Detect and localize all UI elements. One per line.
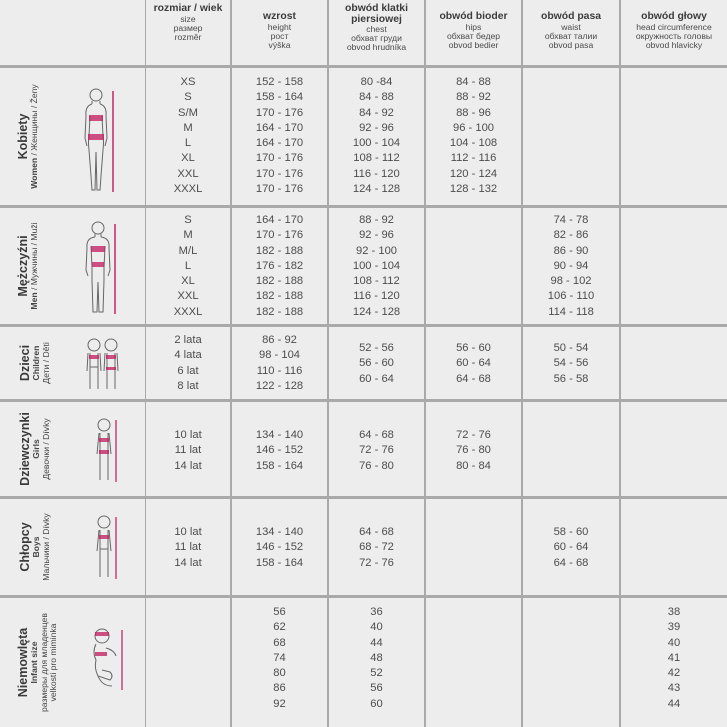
head-cell: 43 — [667, 682, 681, 695]
height-cell: 134 - 140 — [255, 429, 304, 441]
height-cell: 110 - 116 — [256, 364, 303, 377]
hips-cell: 128 - 132 — [449, 183, 498, 196]
category-sub-bold: Men — [29, 292, 39, 310]
chest-cell: 36 — [370, 606, 383, 618]
height-cell: 182 - 188 — [255, 290, 304, 303]
chest-cell: 56 — [370, 682, 383, 695]
hips-cell: 56 - 60 — [456, 342, 491, 354]
chest-cell: 72 - 76 — [359, 444, 394, 457]
chest-cell: 92 - 96 — [359, 121, 394, 134]
chest-cell: 92 - 96 — [359, 229, 394, 242]
category-subtitle-2: размеры для младенцев — [38, 613, 49, 712]
hips-cell: 88 - 92 — [456, 91, 491, 104]
hips-cell: 96 - 100 — [452, 121, 495, 134]
waist-cell: 50 - 54 — [553, 342, 589, 354]
chest-cell: 56 - 60 — [359, 357, 394, 370]
hips-cell: 80 - 84 — [456, 459, 491, 472]
head-cell: 40 — [667, 636, 681, 649]
header-size-age — [146, 4, 230, 42]
size-cell: 14 lat — [174, 556, 202, 569]
waist-cell: 60 - 64 — [553, 541, 589, 554]
size-list — [146, 428, 230, 474]
size-cell: 10 lat — [174, 429, 202, 441]
boy-figure-icon — [92, 513, 122, 583]
height-cell: 152 - 158 — [255, 76, 304, 88]
header-line: обхват талии — [544, 30, 598, 41]
woman-figure-icon — [80, 86, 120, 196]
header-line: výška — [268, 39, 291, 50]
man-figure-icon — [82, 220, 122, 320]
header-line: height — [267, 21, 292, 32]
header-title: rozmiar / wiek — [153, 3, 223, 14]
size-cell: 10 lat — [174, 526, 202, 538]
size-cell: L — [184, 259, 192, 272]
size-cell: 11 lat — [174, 541, 202, 554]
category-sub-bold: Infant size — [29, 641, 39, 684]
chest-cell: 72 - 76 — [359, 556, 394, 569]
category-label — [16, 598, 59, 727]
chest-cell: 116 - 120 — [353, 290, 400, 303]
waist-cell: 106 - 110 — [547, 290, 595, 303]
height-cell: 74 — [273, 651, 286, 664]
height-cell: 98 - 104 — [258, 349, 301, 362]
chest-cell: 88 - 92 — [359, 214, 394, 226]
size-cell: S — [184, 214, 192, 226]
header-line: obvod pasa — [548, 39, 594, 50]
chest-cell: 108 - 112 — [353, 275, 400, 288]
size-list — [146, 213, 230, 320]
size-list — [146, 525, 230, 571]
size-cell: XXXL — [173, 305, 203, 318]
hips-cell: 72 - 76 — [456, 429, 491, 441]
category-title: Chłopcy — [18, 522, 32, 572]
size-cell: M/L — [178, 244, 198, 257]
hips-cell: 112 - 116 — [450, 152, 497, 165]
category-infants — [0, 598, 145, 727]
size-cell: XL — [181, 275, 195, 288]
waist-list — [523, 213, 619, 320]
hips-list — [426, 341, 521, 387]
size-cell: 6 lat — [177, 364, 199, 377]
size-cell: 14 lat — [174, 459, 202, 472]
hips-cell: 84 - 88 — [456, 76, 491, 88]
header-title: obwód bioder — [439, 11, 508, 22]
height-cell: 158 - 164 — [255, 556, 304, 569]
header-head — [621, 12, 727, 50]
head-cell: 39 — [667, 621, 681, 634]
header-title: obwód głowy — [641, 11, 707, 22]
hips-cell: 60 - 64 — [456, 357, 491, 370]
height-cell: 158 - 164 — [255, 91, 304, 104]
header-height — [232, 12, 327, 50]
height-cell: 164 - 170 — [255, 121, 304, 134]
chest-cell: 40 — [370, 621, 383, 634]
header-title: obwód klatki piersiowej — [345, 3, 408, 25]
height-list — [232, 75, 327, 197]
chest-cell: 48 — [370, 651, 383, 664]
header-line: waist — [561, 21, 581, 32]
chest-cell: 100 - 104 — [352, 259, 401, 272]
header-hips — [426, 12, 521, 50]
chest-cell: 76 - 80 — [359, 459, 394, 472]
hips-list — [426, 428, 521, 474]
height-cell: 62 — [273, 621, 286, 634]
chest-cell: 108 - 112 — [353, 152, 400, 165]
category-subtitle-2: Мальчики / Dívky — [40, 513, 51, 581]
size-list — [146, 333, 230, 394]
waist-cell: 114 - 118 — [548, 305, 594, 318]
height-cell: 146 - 152 — [255, 444, 304, 457]
category-sub-bold: Girls — [31, 439, 41, 459]
chest-cell: 68 - 72 — [359, 541, 394, 554]
height-cell: 170 - 176 — [255, 152, 304, 165]
chest-list — [329, 428, 424, 474]
height-cell: 68 — [273, 636, 286, 649]
size-cell: XS — [180, 76, 196, 88]
size-cell: 4 lata — [174, 349, 202, 362]
size-cell: XL — [181, 152, 195, 165]
head-cell: 41 — [667, 651, 681, 664]
hips-cell: 88 - 96 — [456, 106, 491, 119]
waist-cell: 64 - 68 — [553, 556, 589, 569]
header-line: обхват груди — [351, 33, 402, 43]
size-cell: S/M — [178, 106, 198, 119]
chest-list — [329, 75, 424, 197]
size-cell: 11 lat — [174, 444, 202, 457]
chest-cell: 52 — [370, 667, 383, 680]
head-cell: 44 — [667, 697, 681, 710]
waist-cell: 90 - 94 — [553, 259, 589, 272]
category-title: Kobiety — [16, 113, 30, 160]
waist-cell: 58 - 60 — [553, 526, 589, 538]
chest-cell: 60 — [370, 697, 383, 710]
chest-cell: 52 - 56 — [359, 342, 394, 354]
waist-cell: 82 - 86 — [553, 229, 589, 242]
height-cell: 182 - 188 — [255, 244, 304, 257]
waist-cell: 74 - 78 — [553, 214, 589, 226]
header-line: окружность головы — [635, 30, 713, 41]
height-cell: 146 - 152 — [255, 541, 304, 554]
height-cell: 170 - 176 — [255, 229, 304, 242]
category-title: Dzieci — [18, 344, 32, 382]
waist-list — [523, 525, 619, 571]
category-title: Mężczyźni — [16, 235, 30, 297]
chest-cell: 100 - 104 — [352, 137, 401, 150]
size-cell: M — [183, 229, 193, 242]
waist-cell: 98 - 102 — [550, 275, 592, 288]
chest-cell: 84 - 92 — [359, 106, 394, 119]
size-cell: M — [183, 121, 193, 134]
chest-cell: 116 - 120 — [353, 167, 400, 180]
waist-cell: 54 - 56 — [553, 357, 589, 370]
hips-cell: 120 - 124 — [449, 167, 498, 180]
chest-cell: 80 -84 — [360, 76, 393, 88]
waist-cell: 56 - 58 — [553, 372, 589, 385]
category-sub-rest: / Женщины / Ženy — [29, 84, 39, 158]
header-line: head circumference — [636, 21, 712, 32]
header-line: обхват бедер — [446, 30, 501, 41]
height-list — [232, 213, 327, 320]
header-line: size — [180, 13, 196, 24]
height-cell: 170 - 176 — [255, 183, 304, 196]
height-list — [232, 605, 327, 712]
category-children — [0, 327, 145, 399]
head-cell: 38 — [667, 606, 681, 618]
height-list — [232, 428, 327, 474]
chest-cell: 44 — [370, 636, 383, 649]
height-list — [232, 333, 327, 394]
category-label — [16, 208, 40, 324]
category-girls — [0, 402, 145, 496]
height-cell: 182 - 188 — [255, 305, 304, 318]
category-subtitle-3: velkosti pro miminka — [48, 623, 58, 702]
category-men — [0, 208, 145, 324]
header-waist — [523, 12, 619, 50]
header-chest — [333, 4, 420, 52]
waist-list — [523, 341, 619, 387]
category-sub-rest: / Мужчины / Muži — [29, 222, 39, 293]
chest-cell: 124 - 128 — [352, 183, 401, 196]
height-cell: 170 - 176 — [255, 167, 304, 180]
category-label — [18, 402, 51, 496]
height-cell: 80 — [273, 667, 286, 680]
chest-cell: 124 - 128 — [352, 305, 401, 318]
category-subtitle-2: Девочки / Dívky — [40, 418, 51, 480]
category-subtitle — [30, 208, 40, 324]
size-cell: XXL — [177, 290, 199, 303]
category-sub-bold: Boys — [31, 536, 41, 558]
chest-list — [329, 341, 424, 387]
header-line: rozměr — [174, 31, 202, 42]
height-cell: 182 - 188 — [255, 275, 304, 288]
infant-figure-icon — [88, 626, 128, 696]
hips-list — [426, 75, 521, 197]
size-cell: 8 lat — [177, 379, 199, 392]
waist-cell: 86 - 90 — [553, 244, 589, 257]
hips-cell: 104 - 108 — [449, 137, 498, 150]
category-sub-bold: Women — [29, 157, 39, 189]
chest-cell: 60 - 64 — [359, 372, 394, 385]
category-label — [18, 499, 51, 595]
category-subtitle-2: Дети / Děti — [40, 342, 51, 384]
height-cell: 122 - 128 — [255, 379, 304, 392]
size-cell: L — [184, 137, 192, 150]
header-line: рост — [270, 30, 289, 41]
category-label — [16, 68, 40, 205]
height-cell: 170 - 176 — [255, 106, 304, 119]
size-cell: XXL — [177, 167, 199, 180]
head-cell: 42 — [667, 667, 681, 680]
chest-cell: 84 - 88 — [359, 91, 394, 104]
header-title: wzrost — [263, 11, 296, 22]
girl-figure-icon — [92, 416, 122, 486]
hips-cell: 64 - 68 — [456, 372, 491, 385]
category-boys — [0, 499, 145, 595]
height-cell: 56 — [273, 606, 286, 618]
height-cell: 86 - 92 — [262, 334, 297, 346]
height-cell: 134 - 140 — [255, 526, 304, 538]
header-line: hips — [465, 21, 482, 32]
size-cell: XXXL — [173, 183, 203, 196]
height-cell: 158 - 164 — [255, 459, 304, 472]
category-women — [0, 68, 145, 205]
children-figure-icon — [84, 337, 124, 393]
category-title: Dziewczynki — [18, 412, 32, 486]
height-cell: 86 — [273, 682, 286, 695]
height-cell: 92 — [273, 697, 286, 710]
header-line: chest — [366, 24, 387, 34]
head-list — [621, 605, 727, 712]
header-title: obwód pasa — [540, 11, 602, 22]
height-cell: 164 - 170 — [255, 214, 304, 226]
category-sub-bold: Children — [31, 345, 41, 381]
chest-cell: 92 - 100 — [355, 244, 398, 257]
size-list — [146, 75, 230, 197]
category-subtitle — [30, 68, 40, 205]
height-cell: 164 - 170 — [255, 137, 304, 150]
header-line: obvod hlavicky — [645, 39, 703, 50]
category-label — [18, 327, 51, 399]
size-cell: 2 lata — [174, 334, 202, 346]
chest-cell: 64 - 68 — [359, 526, 394, 538]
chest-list — [329, 605, 424, 712]
header-line: obvod hrudníka — [346, 42, 407, 52]
header-line: размер — [173, 22, 203, 33]
height-cell: 176 - 182 — [255, 259, 304, 272]
chest-list — [329, 525, 424, 571]
category-title: Niemowlęta — [16, 627, 30, 698]
hips-cell: 76 - 80 — [456, 444, 491, 457]
chest-cell: 64 - 68 — [359, 429, 394, 441]
header-line: obvod bedier — [448, 39, 499, 50]
chest-list — [329, 213, 424, 320]
size-cell: S — [184, 91, 192, 104]
height-list — [232, 525, 327, 571]
